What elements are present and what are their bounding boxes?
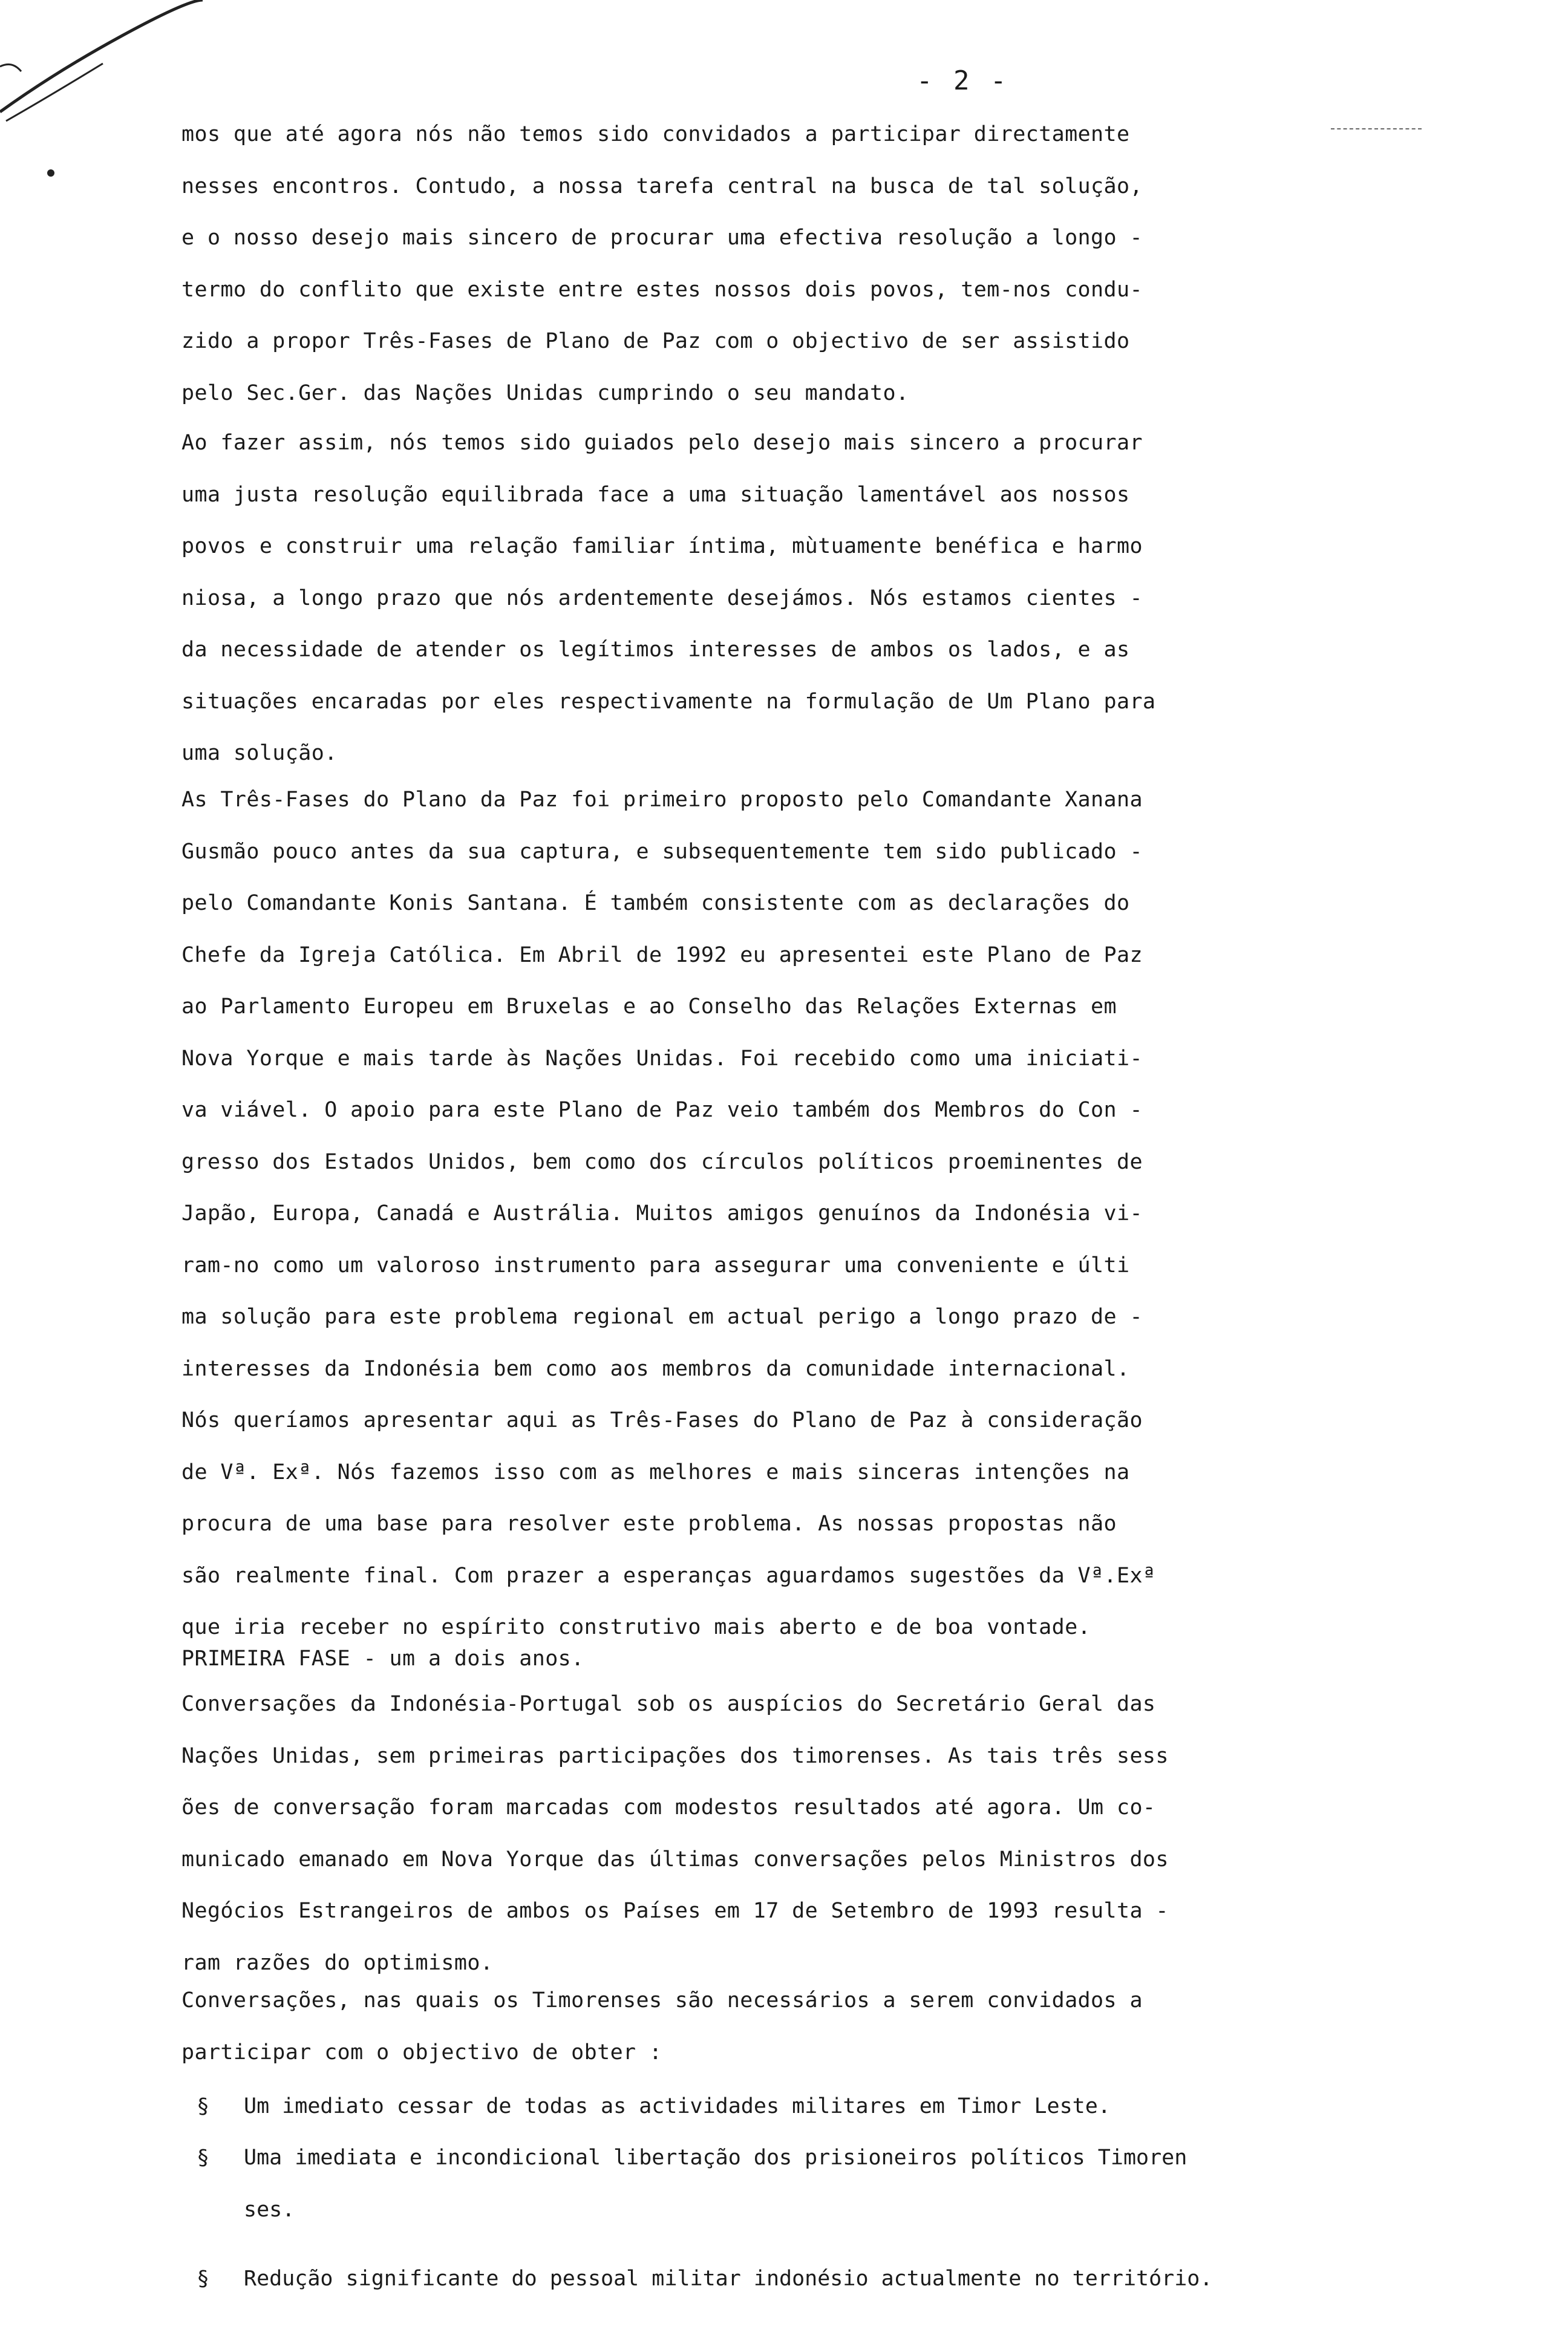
text-line: ram-no como um valoroso instrumento para assegurar uma conveniente e últi <box>181 1253 1130 1278</box>
text-line: Ao fazer assim, nós temos sido guiados pelo desejo mais sincero a procurar <box>181 431 1143 455</box>
section-sign-marker: § <box>197 2267 210 2291</box>
text-line: Chefe da Igreja Católica. Em Abril de 1992 eu apresentei este Plano de Paz <box>181 942 1143 967</box>
section-sign-marker: § <box>197 2094 210 2118</box>
text-line: gresso dos Estados Unidos, bem como dos círculos políticos proeminentes de <box>181 1149 1143 1174</box>
list-item <box>197 2132 1382 2236</box>
list-item-text: Um imediato cessar de todas as actividades militares em Timor Leste. <box>244 2094 1111 2118</box>
margin-dot <box>47 169 54 177</box>
text-line: uma justa resolução equilibrada face a uma situação lamentável aos nossos <box>181 482 1130 507</box>
text-line: ao Parlamento Europeu em Bruxelas e ao Conselho das Relações Externas em <box>181 994 1117 1019</box>
text-line: situações encaradas por eles respectivamente na formulação de Um Plano para <box>181 689 1156 714</box>
text-line: Conversações da Indonésia-Portugal sob os auspícios do Secretário Geral das <box>181 1692 1156 1716</box>
paragraph-3 <box>181 774 1367 1654</box>
text-line: povos e construir uma relação familiar íntima, mùtuamente benéfica e harmo <box>181 534 1143 558</box>
section-paragraph-2 <box>181 1975 1367 2078</box>
text-line: va viável. O apoio para este Plano de Paz veio também dos Membros do Con - <box>181 1098 1143 1122</box>
text-line: municado emanado em Nova Yorque das últimas conversações pelos Ministros dos <box>181 1847 1169 1872</box>
text-line: pelo Sec.Ger. das Nações Unidas cumprindo o seu mandato. <box>181 380 909 405</box>
text-line: Nações Unidas, sem primeiras participações dos timorenses. As tais três sess <box>181 1743 1169 1768</box>
text-line: Conversações, nas quais os Timorenses são necessários a serem convidados a <box>181 1988 1143 2013</box>
list-item <box>197 2081 1382 2133</box>
text-line: uma solução. <box>181 741 338 765</box>
list-item-text: Redução significante do pessoal militar indonésio actualmente no território. <box>244 2267 1213 2291</box>
list-item <box>197 2253 1382 2305</box>
text-line: ões de conversação foram marcadas com modestos resultados até agora. Um co- <box>181 1795 1156 1820</box>
text-line: pelo Comandante Konis Santana. É também consistente com as declarações do <box>181 891 1130 915</box>
text-line: são realmente final. Com prazer a esperanças aguardamos sugestões da Vª.Exª <box>181 1563 1156 1588</box>
text-line: Gusmão pouco antes da sua captura, e subsequentemente tem sido publicado - <box>181 839 1143 864</box>
text-line: Nova Yorque e mais tarde às Nações Unidas. Foi recebido como uma iniciati- <box>181 1046 1143 1071</box>
section-heading-block <box>181 1633 1367 1685</box>
text-line: mos que até agora nós não temos sido convidados a participar directamente <box>181 122 1130 146</box>
text-line: ram razões do optimismo. <box>181 1950 494 1975</box>
text-line: As Três-Fases do Plano da Paz foi primeiro proposto pelo Comandante Xanana <box>181 788 1143 812</box>
text-line: da necessidade de atender os legítimos interesses de ambos os lados, e as <box>181 638 1130 662</box>
text-line: de Vª. Exª. Nós fazemos isso com as melhores e mais sinceras intenções na <box>181 1460 1130 1484</box>
paragraph-2 <box>181 417 1367 780</box>
text-line: niosa, a longo prazo que nós ardentemente desejámos. Nós estamos cientes - <box>181 586 1143 610</box>
text-line: procura de uma base para resolver este problema. As nossas propostas não <box>181 1512 1117 1536</box>
section-paragraph-1 <box>181 1679 1367 1989</box>
list-item-text: Uma imediata e incondicional libertação dos prisioneiros políticos Timoren <box>244 2146 1187 2170</box>
text-line: e o nosso desejo mais sincero de procurar uma efectiva resolução a longo - <box>181 226 1143 250</box>
text-line: interesses da Indonésia bem como aos membros da comunidade internacional. <box>181 1356 1130 1381</box>
paragraph-1 <box>181 109 1367 419</box>
page-number: - 2 - <box>916 65 1009 96</box>
text-line: que iria receber no espírito construtivo mais aberto e de boa vontade. <box>181 1615 1091 1639</box>
text-line: termo do conflito que existe entre estes nossos dois povos, tem-nos condu- <box>181 277 1143 302</box>
list-item-continuation: ses. <box>244 2197 295 2222</box>
text-line: Japão, Europa, Canadá e Austrália. Muitos amigos genuínos da Indonésia vi- <box>181 1201 1143 1226</box>
text-line: zido a propor Três-Fases de Plano de Paz com o objectivo de ser assistido <box>181 329 1130 353</box>
section-heading: PRIMEIRA FASE - um a dois anos. <box>181 1647 584 1671</box>
text-line: Negócios Estrangeiros de ambos os Países em 17 de Setembro de 1993 resulta - <box>181 1899 1169 1923</box>
section-sign-marker: § <box>197 2146 210 2170</box>
text-line: participar com o objectivo de obter : <box>181 2040 662 2065</box>
text-line: ma solução para este problema regional em actual perigo a longo prazo de - <box>181 1305 1143 1329</box>
text-line: nesses encontros. Contudo, a nossa tarefa central na busca de tal solução, <box>181 174 1143 198</box>
text-line: Nós queríamos apresentar aqui as Três-Fases do Plano de Paz à consideração <box>181 1408 1143 1432</box>
